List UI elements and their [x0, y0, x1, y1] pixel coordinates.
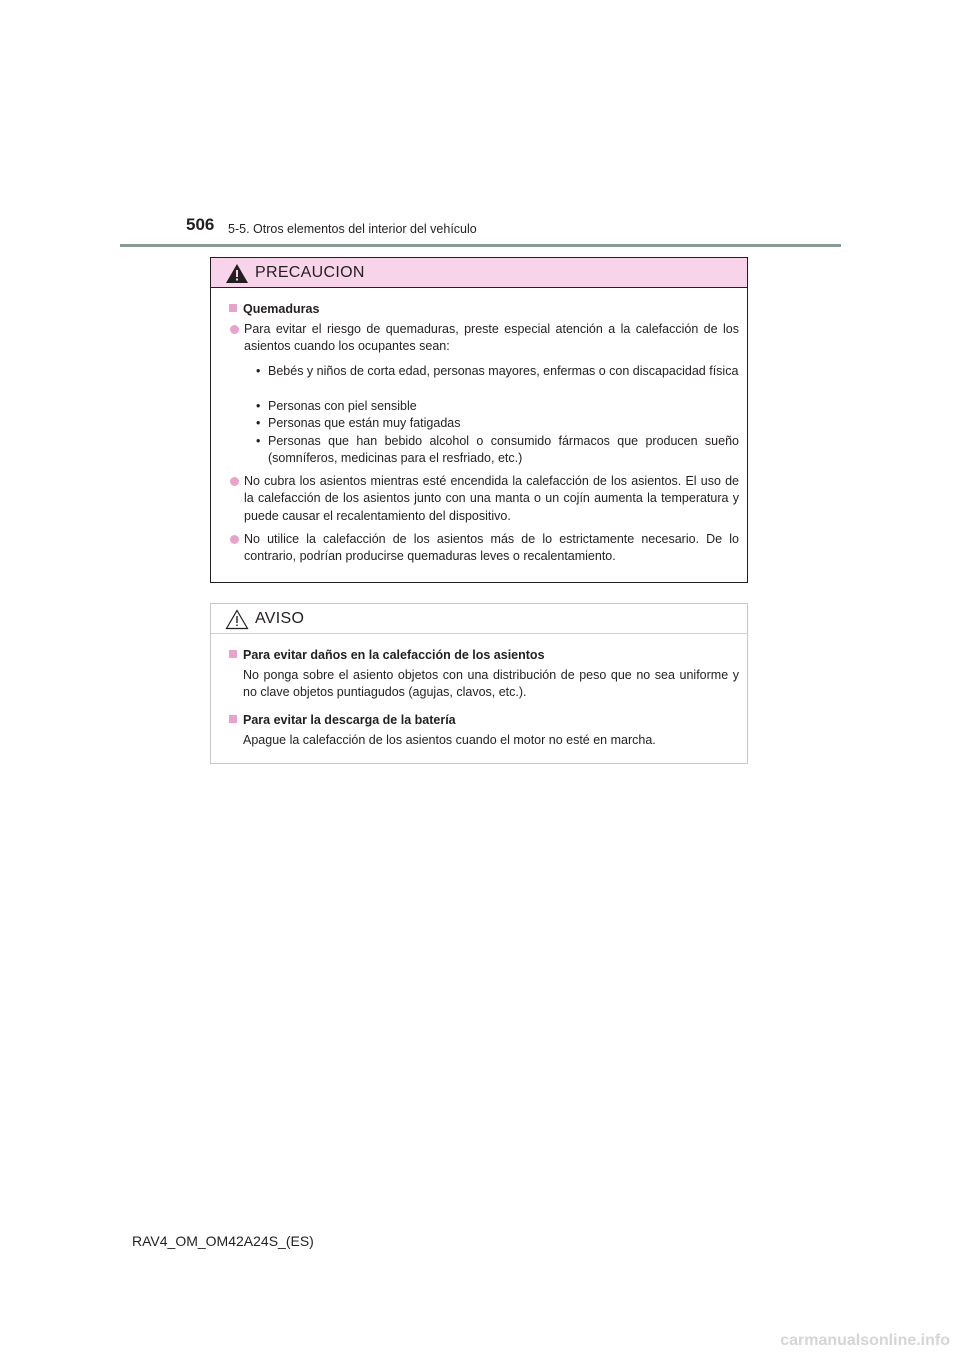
dot-bullet-icon: •: [256, 434, 261, 448]
notice-heading: Para evitar daños en la calefacción de los asientos: [229, 647, 545, 664]
watermark: carmanualsonline.info: [780, 1332, 950, 1349]
caution-header: [211, 258, 747, 288]
caution-title: PRECAUCION: [255, 264, 365, 281]
notice-heading: Para evitar la descarga de la batería: [229, 712, 456, 729]
notice-header: [211, 604, 747, 634]
warning-triangle-filled-icon: [225, 263, 249, 284]
circle-bullet-icon: [230, 535, 239, 544]
square-bullet-icon: [229, 715, 237, 723]
circle-bullet-icon: [230, 477, 239, 486]
caution-item: Para evitar el riesgo de quemaduras, preste especial atención a la calefacción de los asientos cuando los ocupantes sean:: [244, 321, 739, 356]
notice-title: AVISO: [255, 610, 305, 627]
caution-subitem: • Personas que han bebido alcohol o consumido fármacos que producen sueño (somníferos, medicinas para el resfriado, etc.): [256, 434, 739, 466]
caution-subitem: • Bebés y niños de corta edad, personas mayores, enfermas o con discapacidad física: [256, 363, 739, 380]
footer-code: RAV4_OM_OM42A24S_(ES): [132, 1233, 314, 1249]
circle-bullet-icon: [230, 325, 239, 334]
dot-bullet-icon: •: [256, 416, 261, 430]
square-bullet-icon: [229, 650, 237, 658]
caution-subitem: • Personas que están muy fatigadas: [256, 415, 739, 432]
caution-box: [210, 257, 748, 583]
caution-item: No utilice la calefacción de los asientos más de lo estrictamente necesario. De lo contrario, podrían producirse quemaduras leves o recalentamiento.: [244, 531, 739, 566]
caution-heading: Quemaduras: [229, 301, 319, 318]
notice-text: No ponga sobre el asiento objetos con una distribución de peso que no sea uniforme y no clave objetos puntiagudos (agujas, clavos, etc.).: [243, 668, 739, 700]
caution-item: No cubra los asientos mientras esté encendida la calefacción de los asientos. El uso de la calefacción de los asientos junto con una manta o un cojín aumenta la temperatura y puede causar el recalentamiento del dispositivo.: [244, 473, 739, 525]
header-rule: [120, 244, 841, 247]
notice-box: [210, 603, 748, 764]
page-number: 506: [186, 215, 215, 234]
square-bullet-icon: [229, 304, 237, 312]
caution-subitem: • Personas con piel sensible: [256, 398, 739, 415]
dot-bullet-icon: •: [256, 364, 261, 378]
dot-bullet-icon: •: [256, 399, 261, 413]
section-title: 5-5. Otros elementos del interior del vehículo: [228, 222, 477, 236]
warning-triangle-outline-icon: [225, 609, 249, 630]
notice-text: Apague la calefacción de los asientos cuando el motor no esté en marcha.: [243, 733, 656, 747]
